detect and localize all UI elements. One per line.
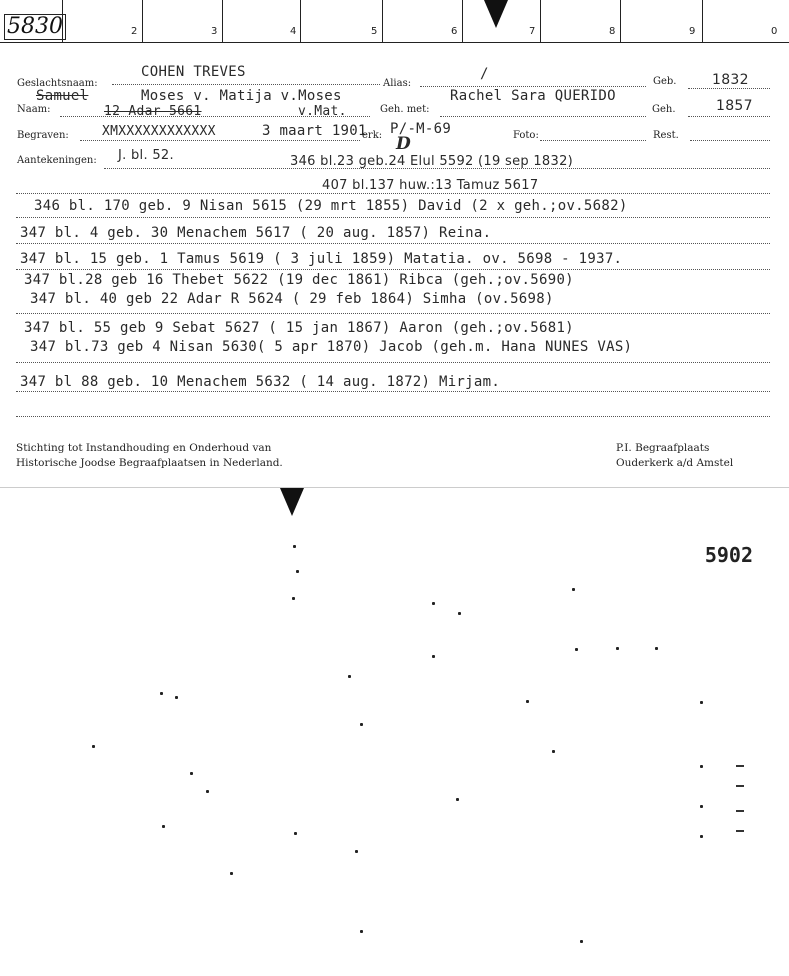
- speck: [355, 850, 358, 853]
- dotted-line: [112, 84, 380, 85]
- notes-line2: 407 bl.137 huw.:13 Tamuz 5617: [322, 178, 539, 193]
- dotted-line: [16, 217, 770, 218]
- speck: [432, 655, 435, 658]
- dotted-line: [16, 269, 770, 270]
- speck: [360, 930, 363, 933]
- column-number: 0: [771, 26, 778, 37]
- column-number: 9: [689, 26, 696, 37]
- speck: [294, 832, 297, 835]
- dotted-line: [688, 116, 770, 117]
- notes-mark: D: [396, 134, 412, 154]
- speck: [348, 675, 351, 678]
- dash-mark: [736, 765, 744, 767]
- column-number: 2: [131, 26, 138, 37]
- buried-date: 3 maart 1901: [262, 123, 367, 139]
- dotted-line: [16, 313, 770, 314]
- speck: [552, 750, 555, 753]
- grid-divider: [300, 0, 301, 42]
- dash-mark: [736, 830, 744, 832]
- married-year-label: Geh.: [652, 104, 676, 115]
- child-line: 347 bl.73 geb 4 Nisan 5630( 5 apr 1870) Jacob (geh.m. Hana NUNES VAS): [30, 339, 633, 355]
- child-line: 347 bl. 55 geb 9 Sebat 5627 ( 15 jan 1867) Aaron (geh.;ov.5681): [24, 320, 574, 336]
- grid-divider: [462, 0, 463, 42]
- name-value: Moses v. Matija v.Moses: [141, 88, 342, 104]
- speck: [92, 745, 95, 748]
- column-number: 3: [211, 26, 218, 37]
- dotted-line: [80, 140, 360, 141]
- speck: [162, 825, 165, 828]
- spouse-value: Rachel Sara QUERIDO: [450, 88, 616, 104]
- speck: [292, 597, 295, 600]
- name-struck: Samuel: [36, 88, 89, 104]
- dotted-line: [16, 416, 770, 417]
- card-number: 5830: [4, 14, 66, 40]
- speck: [616, 647, 619, 650]
- erk-value: P/-M-69: [390, 121, 452, 137]
- grid-divider: [62, 0, 63, 42]
- birth-label: Geb.: [653, 76, 677, 87]
- dotted-line: [690, 140, 770, 141]
- column-number: 7: [529, 26, 536, 37]
- child-line: 346 bl. 170 geb. 9 Nisan 5615 (29 mrt 1855) David (2 x geh.;ov.5682): [34, 198, 628, 214]
- grid-divider: [382, 0, 383, 42]
- name-date: 12 Adar 5661: [104, 104, 202, 119]
- footer-foundation-line1: Stichting tot Instandhouding en Onderhoud van: [16, 442, 272, 454]
- child-line: 347 bl. 40 geb 22 Adar R 5624 ( 29 feb 1864) Simha (ov.5698): [30, 291, 554, 307]
- name-label: Naam:: [17, 104, 51, 115]
- alias-label: Alias:: [383, 78, 412, 89]
- notes-line1b: 346 bl.23 geb.24 Elul 5592 (19 sep 1832): [290, 154, 574, 169]
- speck: [190, 772, 193, 775]
- footer-foundation-line2: Historische Joodse Begraafplaatsen in Nederland.: [16, 457, 283, 469]
- speck: [458, 612, 461, 615]
- speck: [700, 835, 703, 838]
- photo-label: Foto:: [513, 130, 539, 141]
- dotted-line: [16, 193, 770, 194]
- dotted-line: [104, 168, 770, 169]
- dash-mark: [736, 785, 744, 787]
- dotted-line: [420, 86, 646, 87]
- speck: [700, 701, 703, 704]
- footer-cemetery-line2: Ouderkerk a/d Amstel: [616, 457, 734, 469]
- speck: [360, 723, 363, 726]
- name-parent: v.Mat.: [298, 104, 347, 119]
- column-number: 4: [290, 26, 297, 37]
- notes-line1: J. bl. 52.: [118, 148, 174, 163]
- surname-label: Geslachtsnaam:: [17, 78, 98, 89]
- dotted-line: [440, 116, 646, 117]
- speck: [296, 570, 299, 573]
- punch-notch-icon: [484, 0, 508, 28]
- speck: [432, 602, 435, 605]
- grid-divider: [540, 0, 541, 42]
- dotted-line: [16, 243, 770, 244]
- dotted-line: [688, 88, 770, 89]
- alias-value: /: [480, 66, 489, 82]
- footer-cemetery: [616, 441, 733, 471]
- footer-cemetery-line1: P.I. Begraafplaats: [616, 442, 710, 454]
- speck: [230, 872, 233, 875]
- dash-mark: [736, 810, 744, 812]
- speck: [293, 545, 296, 548]
- punch-notch-icon: [280, 488, 304, 516]
- dotted-line: [16, 391, 770, 392]
- child-line: 347 bl.28 geb 16 Thebet 5622 (19 dec 1861) Ribca (geh.;ov.5690): [24, 272, 574, 288]
- speck: [206, 790, 209, 793]
- rest-label: Rest.: [653, 130, 679, 141]
- child-line: 347 bl 88 geb. 10 Menachem 5632 ( 14 aug. 1872) Mirjam.: [20, 374, 501, 390]
- birth-year: 1832: [712, 72, 749, 88]
- speck: [655, 647, 658, 650]
- marriage-year: 1857: [716, 98, 753, 114]
- dotted-line: [60, 116, 370, 117]
- speck: [160, 692, 163, 695]
- grid-divider: [142, 0, 143, 42]
- speck: [175, 696, 178, 699]
- stamp-number: 5902: [704, 543, 753, 567]
- dotted-line: [540, 140, 646, 141]
- notes-label: Aantekeningen:: [17, 155, 97, 166]
- erk-label: erk:: [362, 130, 383, 141]
- column-grid: [0, 0, 789, 43]
- grid-divider: [702, 0, 703, 42]
- speck: [700, 805, 703, 808]
- speck: [575, 648, 578, 651]
- child-line: 347 bl. 4 geb. 30 Menachem 5617 ( 20 aug. 1857) Reina.: [20, 225, 492, 241]
- dotted-line: [16, 362, 770, 363]
- speck: [456, 798, 459, 801]
- speck: [580, 940, 583, 943]
- grid-divider: [620, 0, 621, 42]
- speck: [700, 765, 703, 768]
- column-number: 5: [371, 26, 378, 37]
- speck: [526, 700, 529, 703]
- grid-divider: [222, 0, 223, 42]
- speck: [572, 588, 575, 591]
- buried-struck: XMXXXXXXXXXXXX: [102, 124, 216, 139]
- child-line: 347 bl. 15 geb. 1 Tamus 5619 ( 3 juli 1859) Matatia. ov. 5698 - 1937.: [20, 251, 623, 267]
- married-label: Geh. met:: [380, 104, 430, 115]
- surname-value: COHEN TREVES: [141, 64, 246, 80]
- column-number: 6: [451, 26, 458, 37]
- buried-label: Begraven:: [17, 130, 69, 141]
- column-number: 8: [609, 26, 616, 37]
- footer-foundation: [16, 441, 283, 471]
